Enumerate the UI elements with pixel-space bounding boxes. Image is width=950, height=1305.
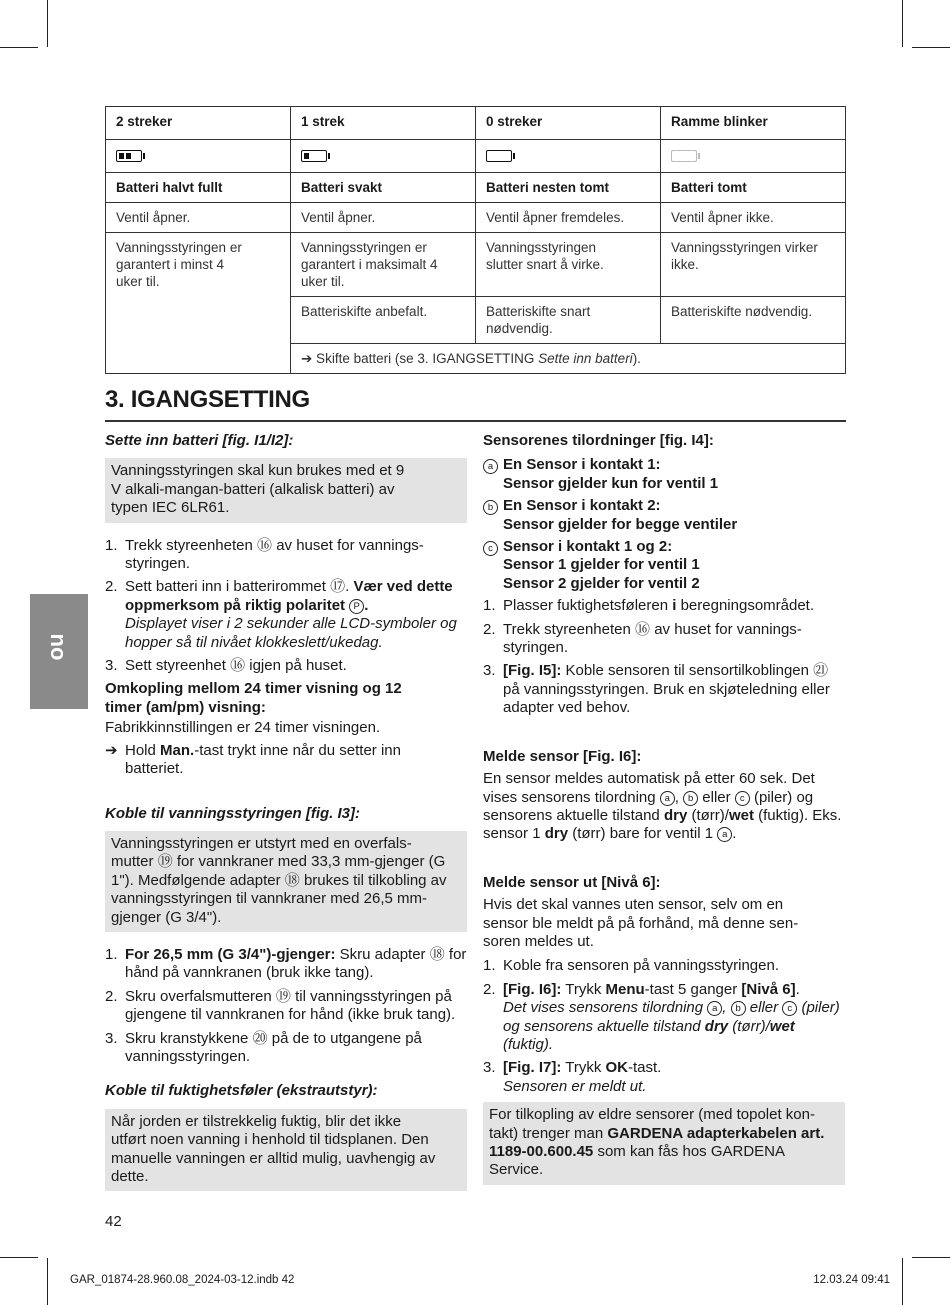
marker-b-icon: b <box>483 500 498 515</box>
table-row <box>106 173 846 203</box>
marker-a-icon: a <box>660 791 675 806</box>
marker-a-icon: a <box>483 459 498 474</box>
moisture-info-box: Når jorden er tilstrekkelig fuktig, blir det ikke utført noen vanning i henhold til tidsplanen. Den manuelle vanningen er alltid mulig, uavhengig av dette. <box>105 1109 467 1192</box>
language-tab: no <box>30 594 88 709</box>
table-cell: Ventil åpner. <box>106 203 291 233</box>
crop-mark <box>47 0 48 47</box>
section-divider <box>105 420 846 422</box>
battery-info-box: Vanningsstyringen skal kun brukes med et 9 V alkali-mangan-batteri (alkalisk batteri) av typen IEC 6LR61. <box>105 458 467 522</box>
table-header: 0 streker <box>476 107 661 140</box>
marker-c-icon: c <box>735 791 750 806</box>
crop-mark <box>0 47 38 48</box>
crop-mark <box>902 1258 903 1305</box>
moisture-heading: Koble til fuktighetsføler (ekstrautstyr): <box>105 1082 378 1100</box>
list-item: b En Sensor i kontakt 2: Sensor gjelder for begge ventiler <box>483 497 845 534</box>
footer-file-name: GAR_01874-28.960.08_2024-03-12.indb 42 <box>70 1274 295 1286</box>
marker-b-icon: b <box>683 791 698 806</box>
battery-status-table <box>105 106 846 374</box>
report-heading: Melde sensor [Fig. I6]: <box>483 747 642 765</box>
table-cell: Batteriskifte snart nødvendig. <box>476 297 661 344</box>
section-title: 3. IGANGSETTING <box>105 386 310 413</box>
crop-mark <box>912 1257 950 1258</box>
footer-timestamp: 12.03.24 09:41 <box>813 1274 890 1286</box>
table-cell: Vanningsstyringen er garantert i minst 4 uker til. <box>106 233 291 374</box>
table-row <box>106 203 846 233</box>
battery-one-bar-icon <box>301 150 327 162</box>
connect-heading: Koble til vanningsstyringen [fig. I3]: <box>105 804 361 822</box>
table-row <box>106 233 846 297</box>
battery-blinking-icon <box>671 150 697 162</box>
crop-mark <box>47 1258 48 1305</box>
list-item: 2. Skru overfalsmutteren ⑲ til vanningsstyringen på gjengene til vannkranen for hånd (ikke bruk tang). <box>105 987 456 1024</box>
table-header: 1 strek <box>291 107 476 140</box>
list-item: a En Sensor i kontakt 1: Sensor gjelder kun for ventil 1 <box>483 456 845 493</box>
crop-mark <box>902 0 903 47</box>
table-cell: Batteri nesten tomt <box>476 173 661 203</box>
clock-text: Fabrikkinnstillingen er 24 timer visningen. <box>105 719 381 737</box>
list-item: 2. [Fig. I6]: Trykk Menu-tast 5 ganger [Nivå 6]. Det vises sensorens tilordning a , b eller c (piler) og sensorens aktuelle tilstand dry (tørr)/wet (fuktig). <box>483 980 840 1053</box>
crop-mark <box>912 47 950 48</box>
marker-a-icon: a <box>707 1001 722 1016</box>
list-item: 1. Plasser fuktighetsføleren i beregningsområdet. <box>483 597 815 615</box>
unreport-text: Hvis det skal vannes uten sensor, selv om en sensor ble meldt på på forhånd, må denne sensoren meldes ut. <box>483 896 799 950</box>
polarity-icon: P <box>349 599 364 614</box>
list-item: 2. Trekk styreenheten ⑯ av huset for vanningsstyringen. <box>483 620 802 657</box>
table-row <box>106 107 846 140</box>
page-number: 42 <box>105 1213 122 1230</box>
table-cell: Batteriskifte anbefalt. <box>291 297 476 344</box>
list-item: 1. Trekk styreenheten ⑯ av huset for vanningsstyringen. <box>105 536 424 573</box>
list-item: 1. For 26,5 mm (G 3/4")-gjenger: Skru adapter ⑱ for hånd på vannkranen (bruk ikke tang). <box>105 945 467 982</box>
table-header: 2 streker <box>106 107 291 140</box>
table-cell: Vanningsstyringen virker ikke. <box>661 233 846 297</box>
marker-a-icon: a <box>717 827 732 842</box>
battery-heading: Sette inn batteri [fig. I1/I2]: <box>105 432 294 449</box>
table-row <box>106 140 846 173</box>
marker-c-icon: c <box>483 541 498 556</box>
list-item: 3. Sett styreenhet ⑯ igjen på huset. <box>105 657 347 675</box>
table-cell: Batteri svakt <box>291 173 476 203</box>
adapter-info-box: For tilkopling av eldre sensorer (med topolet kontakt) trenger man GARDENA adapterkabelen art. 1189-00.600.45 som kan fås hos GARDENA Service. <box>483 1102 845 1185</box>
table-cell: Batteri tomt <box>661 173 846 203</box>
connect-info-box: Vanningsstyringen er utstyrt med en overfalsmutter ⑲ for vannkraner med 33,3 mm-gjenger (G 1"). Medfølgende adapter ⑱ brukes til tilkobling av vanningsstyringen til vannkraner med 26,5 mm-gjenger (G 3/4"). <box>105 831 467 932</box>
table-cell: Ventil åpner fremdeles. <box>476 203 661 233</box>
list-item: 1. Koble fra sensoren på vanningsstyringen. <box>483 957 780 975</box>
marker-c-icon: c <box>782 1001 797 1016</box>
battery-change-note: ➔ Skifte batteri (se 3. IGANGSETTING Sette inn batteri). <box>291 344 846 374</box>
table-cell: Ventil åpner ikke. <box>661 203 846 233</box>
clock-heading: Omkopling mellom 24 timer visning og 12 timer (am/pm) visning: <box>105 680 402 716</box>
battery-two-bars-icon <box>116 150 142 162</box>
list-item: ➔ Hold Man.-tast trykt inne når du setter inn batteriet. <box>105 741 401 778</box>
list-item: c Sensor i kontakt 1 og 2: Sensor 1 gjelder for ventil 1 Sensor 2 gjelder for ventil 2 <box>483 538 845 593</box>
left-column <box>105 432 467 1201</box>
table-cell: Vanningsstyringen slutter snart å virke. <box>476 233 661 297</box>
report-text: En sensor meldes automatisk på etter 60 sek. Det vises sensorens tilordning a , b eller c (piler) og sensorens aktuelle tilstand dry (tørr)/wet (fuktig). Eks. sensor 1 dry (tørr) bare for ventil 1 a . <box>483 770 842 843</box>
table-cell: Batteri halvt fullt <box>106 173 291 203</box>
table-header: Ramme blinker <box>661 107 846 140</box>
assign-heading: Sensorenes tilordninger [fig. I4]: <box>483 432 714 449</box>
unreport-heading: Melde sensor ut [Nivå 6]: <box>483 873 661 891</box>
right-column <box>483 432 845 1195</box>
list-item: 3. [Fig. I7]: Trykk OK-tast. Sensoren er meldt ut. <box>483 1059 662 1095</box>
list-item: 2. Sett batteri inn i batterirommet ⑰. Vær ved dette oppmerksom på riktig polaritet P . Displayet viser i 2 sekunder alle LCD-symboler og hopper så til nivået klokkeslett/ukedag. <box>105 578 457 651</box>
table-cell: Ventil åpner. <box>291 203 476 233</box>
crop-mark <box>0 1257 38 1258</box>
table-cell: Vanningsstyringen er garantert i maksimalt 4 uker til. <box>291 233 476 297</box>
table-cell: Batteriskifte nødvendig. <box>661 297 846 344</box>
list-item: 3. [Fig. I5]: Koble sensoren til sensortilkoblingen ㉑ på vanningsstyringen. Bruk en skjøteledning eller adapter ved behov. <box>483 662 830 717</box>
list-item: 3. Skru kranstykkene ⑳ på de to utgangene på vanningsstyringen. <box>105 1029 422 1065</box>
marker-b-icon: b <box>731 1001 746 1016</box>
battery-empty-icon <box>486 150 512 162</box>
